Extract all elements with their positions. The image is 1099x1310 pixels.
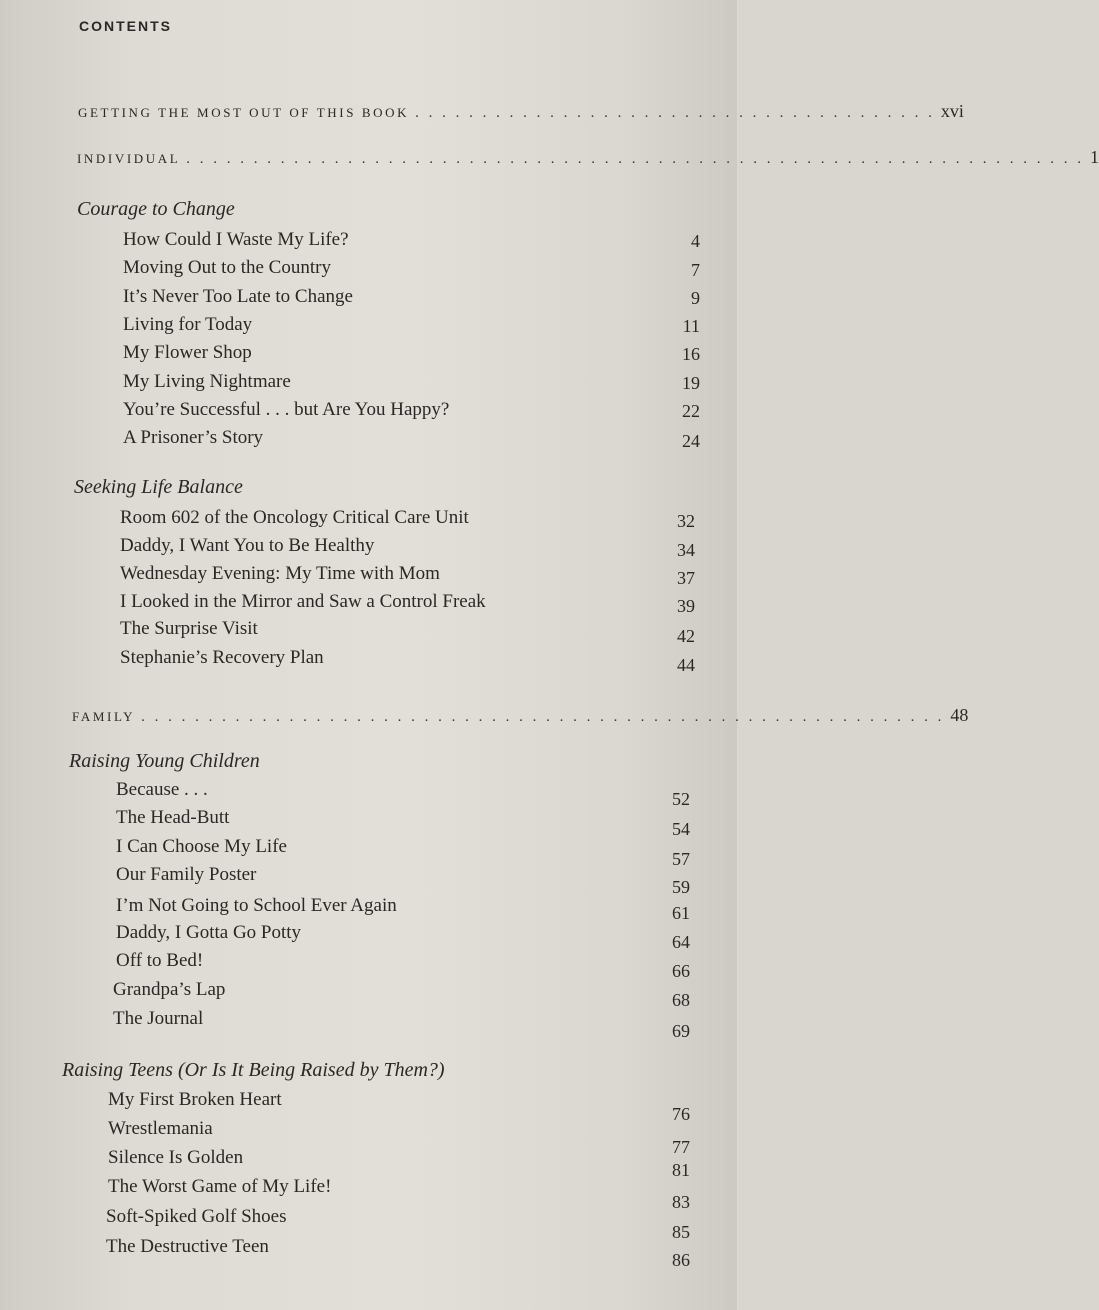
section-title: Raising Young Children <box>69 750 260 772</box>
toc-entry[interactable]: The Surprise Visit <box>120 618 258 639</box>
leader-dots: . . . . . . . . . . . . . . . . . . . . . . . . . . . . . . . . . . . . . . . . . . . . . . . . . . . . . . . . . . . . . . . . . . . <box>186 151 1085 167</box>
toc-page-number: 76 <box>672 1104 690 1124</box>
toc-page-number: 9 <box>691 288 700 308</box>
toc-page-number: 22 <box>682 401 700 421</box>
toc-entry[interactable]: I’m Not Going to School Ever Again <box>116 895 397 916</box>
toc-page-number: 44 <box>677 655 695 675</box>
toc-page-number: 83 <box>672 1192 690 1212</box>
toc-entry[interactable]: Stephanie’s Recovery Plan <box>120 647 324 668</box>
toc-page-number: 19 <box>682 373 700 393</box>
toc-entry[interactable]: It’s Never Too Late to Change <box>123 286 353 307</box>
toc-entry[interactable]: Silence Is Golden <box>108 1147 244 1168</box>
toc-entry[interactable]: My First Broken Heart <box>108 1089 282 1110</box>
toc-page-number: 61 <box>672 903 690 923</box>
toc-page-number: 69 <box>672 1021 690 1041</box>
toc-entry[interactable]: My Flower Shop <box>123 342 252 363</box>
toc-page-number: 68 <box>672 990 690 1010</box>
front-matter-page: xvi <box>940 101 964 121</box>
toc-page-number: 39 <box>677 596 695 616</box>
part-title: INDIVIDUAL <box>77 151 181 166</box>
toc-page-number: 37 <box>677 568 695 588</box>
toc-page-number: 57 <box>672 849 690 869</box>
toc-page-number: 7 <box>691 260 700 280</box>
toc-entry[interactable]: Daddy, I Gotta Go Potty <box>116 922 302 943</box>
toc-entry[interactable]: Wrestlemania <box>108 1118 213 1139</box>
toc-entry[interactable]: Grandpa’s Lap <box>113 979 226 1000</box>
toc-page-number: 11 <box>682 316 700 336</box>
part-page: 48 <box>950 705 969 725</box>
part-row-individual[interactable] <box>77 147 1099 168</box>
part-page: 1 <box>1090 147 1099 167</box>
toc-entry[interactable]: The Journal <box>113 1008 204 1029</box>
toc-entry[interactable]: The Head-Butt <box>116 807 230 828</box>
toc-page-number: 52 <box>672 789 690 809</box>
section-title: Raising Teens (Or Is It Being Raised by Them?) <box>62 1059 445 1081</box>
toc-page-number: 42 <box>677 626 695 646</box>
part-row-family[interactable] <box>72 705 969 726</box>
toc-entry[interactable]: Wednesday Evening: My Time with Mom <box>120 563 440 584</box>
toc-page-number: 77 <box>672 1137 690 1157</box>
toc-entry[interactable]: I Can Choose My Life <box>116 836 287 857</box>
leader-dots: . . . . . . . . . . . . . . . . . . . . . . . . . . . . . . . . . . . . . . . <box>415 105 935 121</box>
front-matter-title: GETTING THE MOST OUT OF THIS BOOK <box>78 105 410 120</box>
toc-page-number: 81 <box>672 1160 690 1180</box>
toc-entry[interactable]: How Could I Waste My Life? <box>123 229 349 250</box>
toc-entry[interactable]: Daddy, I Want You to Be Healthy <box>120 535 375 556</box>
toc-entry[interactable]: The Destructive Teen <box>106 1236 269 1257</box>
toc-entry[interactable]: Because . . . <box>116 779 208 800</box>
toc-entry[interactable]: You’re Successful . . . but Are You Happy? <box>123 399 450 420</box>
toc-entry[interactable]: My Living Nightmare <box>123 371 291 392</box>
toc-entry[interactable]: I Looked in the Mirror and Saw a Control Freak <box>120 591 486 612</box>
toc-entry[interactable]: Moving Out to the Country <box>123 257 331 278</box>
toc-page-number: 64 <box>672 932 690 952</box>
toc-page-number: 59 <box>672 877 690 897</box>
toc-entry[interactable]: The Worst Game of My Life! <box>108 1176 332 1197</box>
toc-page-number: 86 <box>672 1250 690 1270</box>
toc-page-number: 16 <box>682 344 700 364</box>
leader-dots: . . . . . . . . . . . . . . . . . . . . . . . . . . . . . . . . . . . . . . . . . . . . . . . . . . . . . . . . . . . . <box>141 709 945 725</box>
toc-page-number: 4 <box>691 231 700 251</box>
toc-entry[interactable]: Our Family Poster <box>116 864 257 885</box>
front-matter-row[interactable] <box>78 101 964 122</box>
toc-entry[interactable]: Room 602 of the Oncology Critical Care Unit <box>120 507 469 528</box>
toc-entry[interactable]: A Prisoner’s Story <box>123 427 264 448</box>
toc-entry[interactable]: Off to Bed! <box>116 950 204 971</box>
section-title: Seeking Life Balance <box>74 476 243 498</box>
toc-page-number: 34 <box>677 540 695 560</box>
toc-page-number: 24 <box>682 431 700 451</box>
toc-page-number: 54 <box>672 819 690 839</box>
contents-heading: CONTENTS <box>79 18 172 34</box>
toc-page-number: 85 <box>672 1222 690 1242</box>
section-title: Courage to Change <box>77 198 235 220</box>
part-title: FAMILY <box>72 709 136 724</box>
toc-page-number: 32 <box>677 511 695 531</box>
toc-entry[interactable]: Living for Today <box>123 314 253 335</box>
toc-page-number: 66 <box>672 961 690 981</box>
toc-entry[interactable]: Soft-Spiked Golf Shoes <box>106 1206 287 1227</box>
